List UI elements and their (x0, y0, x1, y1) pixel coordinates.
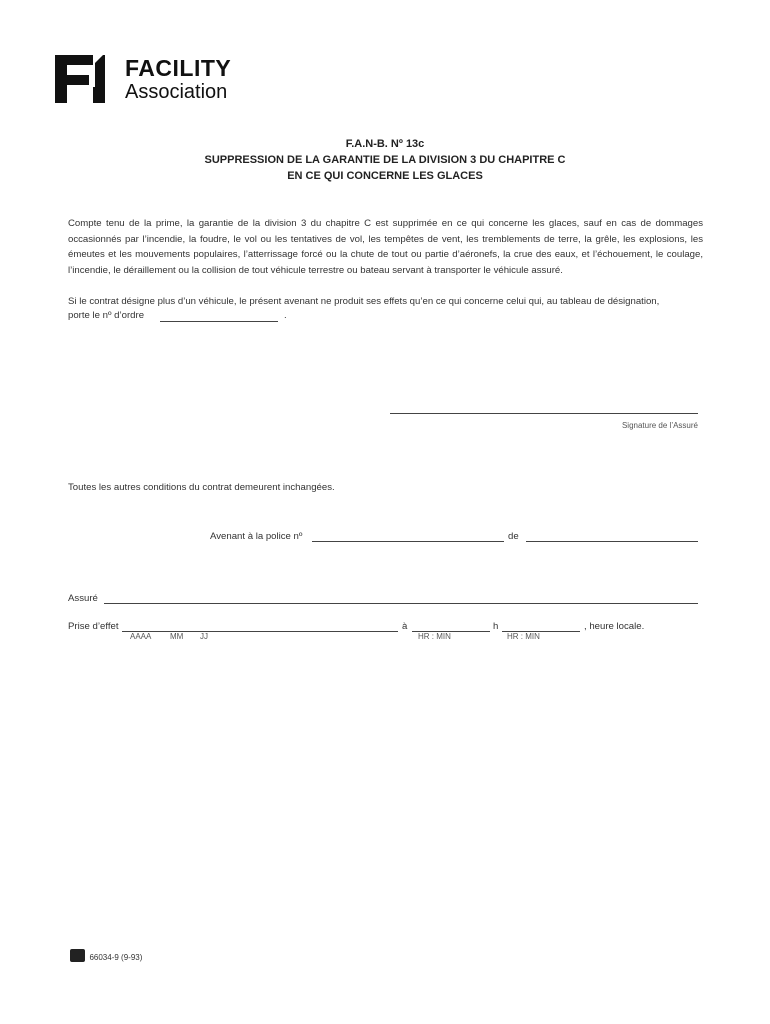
date-hint-month: MM (170, 632, 184, 641)
logo-text-facility: FACILITY (125, 55, 232, 81)
insured-name-field[interactable] (104, 603, 698, 604)
policy-label: Avenant à la police nº (210, 531, 303, 542)
signature-field[interactable] (390, 413, 698, 414)
coverage-paragraph: Compte tenu de la prime, la garantie de la division 3 du chapitre C est supprimée en ce qui concerne les glaces, sauf en cas de dommages occasionnés par l’incendie, la foudre, le vol ou les tentatives de vol, les tempêtes de vent, les tremblements de terre, la grêle, les explosions, les émeutes et les mouvements populaires, l’atterrissage forcé ou la chute de tout ou partie d’aéronefs, la crue des eaux, et l’échouement, le coulage, l’incendie, le déraillement ou la collision de tout véhicule terrestre ou bateau servant à transporter le véhicule assuré. (68, 218, 703, 276)
printer-seal-icon (70, 949, 85, 962)
date-hint-year: AAAA (130, 632, 152, 641)
time-hint-from: HR : MIN (418, 632, 451, 641)
effective-label: Prise d’effet (68, 621, 119, 632)
date-hint-day: JJ (200, 632, 208, 641)
form-number-heading: F.A.N-B. Nº 13c (345, 138, 425, 150)
policy-insurer-field[interactable] (526, 541, 698, 542)
form-code: 66034-9 (9-93) (89, 953, 143, 962)
fa-logo-icon (55, 53, 117, 105)
effective-date-field[interactable] (122, 631, 398, 632)
order-number-label: porte le nº d’ordre (68, 310, 145, 321)
signature-label: Signature de l’Assuré (621, 421, 698, 430)
time-hint-to: HR : MIN (507, 632, 540, 641)
logo-text-association: Association (125, 81, 228, 103)
policy-de-label: de (508, 531, 519, 542)
insured-label: Assuré (68, 593, 98, 604)
multi-vehicle-paragraph: Si le contrat désigne plus d’un véhicule, le présent avenant ne produit ses effets qu’en ce qui concerne celui qui, au tableau de désignation, (68, 296, 660, 307)
form-title-line1: SUPPRESSION DE LA GARANTIE DE LA DIVISION 3 DU CHAPITRE C (204, 154, 566, 166)
conditions-text: Toutes les autres conditions du contrat demeurent inchangées. (68, 482, 335, 493)
policy-number-field[interactable] (312, 541, 504, 542)
effective-a-label: à (402, 621, 408, 632)
order-number-field[interactable] (160, 321, 278, 322)
effective-local-time-label: , heure locale. (584, 621, 645, 632)
form-title-line2: EN CE QUI CONCERNE LES GLACES (287, 170, 483, 182)
footer (70, 947, 142, 965)
order-number-period: . (284, 310, 287, 321)
facility-association-logo (55, 53, 245, 105)
effective-h-label: h (493, 621, 499, 632)
